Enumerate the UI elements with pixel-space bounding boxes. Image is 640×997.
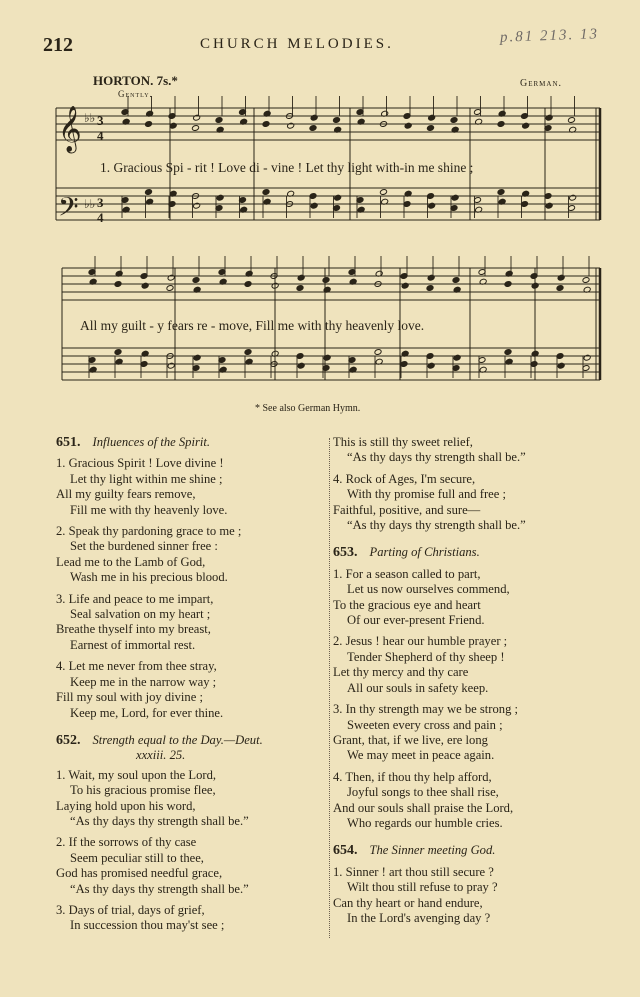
- hymn-line: Tender Shepherd of thy sheep !: [347, 649, 505, 664]
- hymn-line: Lead me to the Lamb of God,: [56, 554, 206, 569]
- note-head: [309, 125, 317, 132]
- note-head: [244, 281, 252, 288]
- hymn-line: Wash me in his precious blood.: [70, 570, 228, 585]
- note-head: [568, 117, 576, 124]
- pencil-note: p.81 213. 13: [499, 26, 600, 46]
- hymn-line: And our souls shall praise the Lord,: [333, 800, 514, 815]
- time-signature-bass: 3: [97, 195, 104, 210]
- column-divider: [329, 438, 330, 938]
- hymn-line: With thy promise full and free ;: [347, 487, 506, 502]
- note-head: [145, 121, 153, 128]
- note-head: [401, 282, 409, 289]
- note-head: [193, 114, 201, 121]
- note-head: [192, 125, 200, 132]
- hymn-line: 1. For a season called to part,: [333, 566, 481, 581]
- hymn-heading: [56, 733, 326, 748]
- note-head: [193, 354, 201, 361]
- composer: German.: [520, 78, 563, 89]
- hymn-line: Set the burdened sinner free :: [70, 539, 218, 554]
- hymn-line: Of our ever-present Friend.: [347, 613, 485, 628]
- time-signature-treble: 3: [97, 113, 104, 128]
- hymn-gap: [333, 932, 613, 938]
- note-head: [569, 194, 577, 201]
- bass-clef-icon: 𝄢: [58, 191, 79, 229]
- note-head: [428, 114, 436, 121]
- hymn-heading: [333, 843, 613, 858]
- note-head: [380, 189, 388, 196]
- hymn-line: “As thy days thy strength shall be.”: [347, 518, 526, 533]
- note-head: [323, 354, 331, 361]
- hymn-line: Fill my soul with joy divine ;: [56, 690, 203, 705]
- note-head: [582, 277, 590, 284]
- note-head: [497, 189, 505, 196]
- hymn-line: 2. Jesus ! hear our humble prayer ;: [333, 634, 508, 649]
- hymn-heading: [333, 545, 613, 560]
- note-head: [192, 277, 200, 284]
- hymn-line: “As thy days thy strength shall be.”: [70, 881, 249, 896]
- note-head: [310, 202, 318, 209]
- time-signature-bass-lower: 4: [97, 210, 104, 225]
- hymn-line: “As thy days thy strength shall be.”: [347, 450, 526, 465]
- hymn-line: To the gracious eye and heart: [333, 597, 481, 612]
- note-head: [262, 121, 270, 128]
- note-head: [522, 122, 530, 129]
- lyric-line-1: 1. Gracious Spi - rit ! Love di - vine ! Let thy light with-in me shine ;: [100, 160, 474, 175]
- hymn-title: Parting of Christians.: [369, 545, 480, 560]
- hymn-line: Grant, that, if we live, ere long: [333, 732, 488, 747]
- hymn-line: This is still thy sweet relief,: [333, 435, 473, 449]
- hymn-line: 1. Wait, my soul upon the Lord,: [56, 767, 217, 782]
- flat-sign-bass: ♭♭: [84, 197, 96, 211]
- note-head: [262, 189, 270, 196]
- footnote: * See also German Hymn.: [255, 403, 361, 414]
- note-head: [504, 349, 512, 356]
- note-head: [310, 114, 318, 121]
- hymn-line: We may meet in peace again.: [347, 748, 495, 763]
- note-head: [141, 282, 149, 289]
- hymn-line: 4. Let me never from thee stray,: [56, 659, 217, 674]
- hymn-line: Keep me, Lord, for ever thine.: [70, 705, 224, 720]
- hymn-title: The Sinner meeting God.: [369, 843, 496, 858]
- note-head: [545, 114, 553, 121]
- hymn-column-left: [56, 435, 326, 946]
- hymn-line: 4. Rock of Ages, I'm secure,: [333, 471, 476, 486]
- hymn-line: To his gracious promise flee,: [70, 783, 216, 798]
- hymn-line: Let thy mercy and thy care: [333, 665, 469, 680]
- note-head: [427, 125, 435, 132]
- treble-clef-icon: 𝄞: [58, 106, 82, 152]
- note-head: [114, 349, 122, 356]
- note-head: [322, 277, 330, 284]
- hymn-line: All my guilty fears remove,: [56, 487, 196, 502]
- note-head: [215, 117, 223, 124]
- note-head: [583, 354, 591, 361]
- hymn-line: Let us now ourselves commend,: [347, 582, 510, 597]
- tune-name: HORTON. 7s.*: [93, 73, 178, 88]
- note-head: [557, 274, 565, 281]
- flat-sign-treble: ♭♭: [84, 111, 96, 125]
- note-head: [404, 122, 412, 129]
- hymn-line: 3. Life and peace to me impart,: [56, 591, 214, 606]
- hymn-line: Sweeten every cross and pain ;: [347, 717, 503, 732]
- note-head: [287, 122, 295, 129]
- hymn-line: Seem peculiar still to thee,: [70, 850, 204, 865]
- note-head: [167, 274, 175, 281]
- note-head: [450, 117, 458, 124]
- hymn-title-continued: xxxiii. 25.: [136, 748, 186, 763]
- hymn-line: All our souls in safety keep.: [347, 680, 489, 695]
- hymn-line: Earnest of immortal rest.: [70, 637, 196, 652]
- hymn-line: In the Lord's avenging day ?: [347, 910, 491, 925]
- running-title: CHURCH MELODIES.: [200, 36, 394, 52]
- note-head: [244, 349, 252, 356]
- hymn-line: 3. In thy strength may we be strong ;: [333, 702, 519, 717]
- hymn-number: 651.: [56, 435, 81, 450]
- page-number: 212: [43, 34, 73, 56]
- note-head: [166, 285, 174, 292]
- note-head: [427, 274, 435, 281]
- note-head: [297, 274, 305, 281]
- hymn-line: Joyful songs to thee shall rise,: [347, 785, 499, 800]
- note-head: [557, 362, 565, 369]
- note-head: [453, 354, 461, 361]
- hymn-line: Wilt thou still refuse to pray ?: [347, 880, 498, 895]
- note-head: [296, 285, 304, 292]
- note-head: [427, 362, 435, 369]
- note-head: [426, 285, 434, 292]
- hymn-line: Keep me in the narrow way ;: [70, 674, 217, 689]
- hymn-line: 1. Gracious Spirit ! Love divine !: [56, 456, 224, 471]
- note-head: [297, 362, 305, 369]
- hymn-line: 2. If the sorrows of thy case: [56, 835, 197, 850]
- note-head: [333, 117, 341, 124]
- note-head: [531, 282, 539, 289]
- hymn-line: Who regards our humble cries.: [347, 815, 503, 830]
- note-head: [428, 202, 436, 209]
- hymn-number: 653.: [333, 545, 358, 561]
- hymn-line: Breathe thyself into my breast,: [56, 622, 211, 637]
- hymn-line: 3. Days of trial, days of grief,: [56, 902, 205, 917]
- hymn-line: In succession thou may'st see ;: [70, 918, 225, 933]
- music-score: [0, 0, 640, 400]
- hymn-column-right: [333, 435, 613, 938]
- hymn-title: Strength equal to the Day.—Deut.: [92, 732, 263, 747]
- time-signature-treble-lower: 4: [97, 128, 104, 143]
- note-head: [545, 202, 553, 209]
- lyric-line-2: All my guilt - y fears re - move, Fill me with thy heavenly love.: [80, 318, 425, 333]
- note-head: [193, 202, 201, 209]
- hymn-line: “As thy days thy strength shall be.”: [70, 813, 249, 828]
- tempo-marking: Gently.: [118, 89, 153, 99]
- hymn-line: 2. Speak thy pardoning grace to me ;: [56, 524, 242, 539]
- hymn-heading: [56, 435, 326, 450]
- hymn-line: Seal salvation on my heart ;: [70, 607, 211, 622]
- hymn-title: Influences of the Spirit.: [92, 435, 211, 449]
- hymn-number: 652.: [56, 732, 81, 748]
- hymn-line: 4. Then, if thou thy help afford,: [333, 769, 492, 784]
- note-head: [452, 277, 460, 284]
- note-head: [334, 194, 342, 201]
- hymn-gap: [56, 940, 326, 946]
- note-head: [497, 121, 505, 128]
- hymn-line: Let thy light within me shine ;: [70, 471, 223, 486]
- hymn-line: Can thy heart or hand endure,: [333, 895, 483, 910]
- note-head: [216, 194, 224, 201]
- note-head: [114, 281, 122, 288]
- note-head: [556, 285, 564, 292]
- hymn-line: Laying hold upon his word,: [56, 798, 196, 813]
- hymn-line: 1. Sinner ! art thou still secure ?: [333, 864, 494, 879]
- hymn-line: Faithful, positive, and sure—: [333, 502, 481, 517]
- note-head: [504, 281, 512, 288]
- hymn-line: Fill me with thy heavenly love.: [70, 502, 228, 517]
- hymn-number: 654.: [333, 843, 358, 859]
- note-head: [374, 349, 382, 356]
- note-head: [451, 194, 459, 201]
- note-head: [167, 362, 175, 369]
- note-head: [145, 189, 153, 196]
- hymn-line: God has promised needful grace,: [56, 866, 223, 881]
